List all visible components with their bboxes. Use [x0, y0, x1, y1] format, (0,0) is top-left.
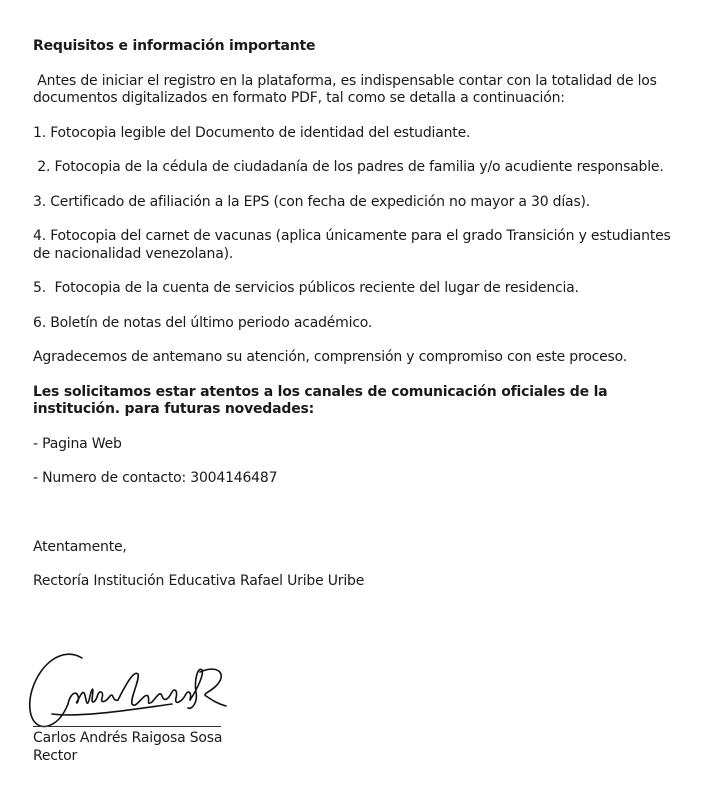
closing-salutation: Atentamente, [33, 538, 127, 555]
signature-line [33, 726, 221, 727]
requirement-item: 3. Certificado de afiliación a la EPS (con fecha de expedición no mayor a 30 días). [33, 193, 591, 210]
notice-paragraph: Les solicitamos estar atentos a los canales de comunicación oficiales de la institución. para futuras novedades: [33, 383, 613, 417]
institution-name: Rectoría Institución Educativa Rafael Uribe Uribe [33, 573, 365, 589]
document-title: Requisitos e información importante [33, 38, 316, 54]
requirement-item: 6. Boletín de notas del último periodo académico. [33, 314, 373, 331]
intro-paragraph: Antes de iniciar el registro en la plataforma, es indispensable contar con la totalidad de los documentos digitalizados en formato PDF, tal como se detalla a continuación: [33, 72, 662, 106]
signer-block [33, 730, 222, 765]
requirement-item: 2. Fotocopia de la cédula de ciudadanía de los padres de familia y/o acudiente responsable. [33, 159, 664, 175]
letter-body [33, 38, 683, 608]
channel-phone: - Numero de contacto: 3004146487 [33, 470, 278, 486]
handwritten-signature [22, 644, 232, 734]
requirement-item: 5. Fotocopia de la cuenta de servicios públicos reciente del lugar de residencia. [33, 280, 579, 296]
signer-role: Rector [33, 747, 78, 764]
requirement-item: 4. Fotocopia del carnet de vacunas (aplica únicamente para el grado Transición y estudiantes de nacionalidad venezolana). [33, 228, 675, 262]
signer-name: Carlos Andrés Raigosa Sosa [33, 730, 223, 746]
requirement-item: 1. Fotocopia legible del Documento de identidad del estudiante. [33, 124, 471, 141]
thanks-paragraph: Agradecemos de antemano su atención, comprensión y compromiso con este proceso. [33, 349, 627, 365]
spacer [33, 505, 683, 539]
channel-website: - Pagina Web [33, 435, 122, 452]
